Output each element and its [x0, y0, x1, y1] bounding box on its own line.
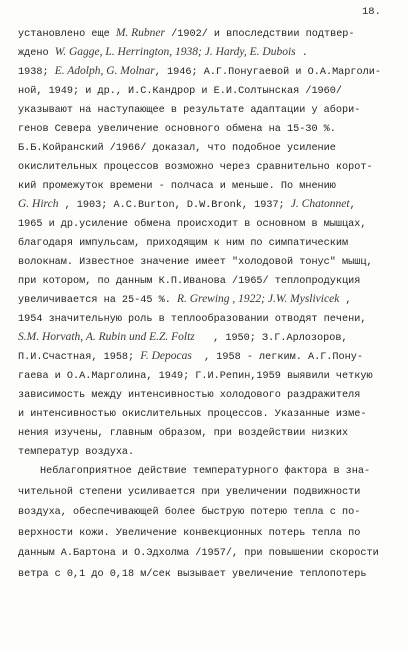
handwritten-text: F. Depocas [140, 350, 192, 362]
text-line [18, 402, 398, 421]
handwritten-text: E. Adolph, G. Molnar [54, 65, 155, 77]
text-line [18, 440, 398, 459]
text-line [18, 364, 398, 383]
text-line [18, 174, 398, 193]
text-line [18, 421, 398, 440]
typed-text: . [295, 48, 308, 59]
typed-text: , 1946; А.Г.Понугаевой и О.А.Марголи- [154, 67, 381, 78]
typed-text: установлено еще [18, 29, 116, 40]
typed-text: , 1950; З.Г.Арлозоров, [194, 333, 348, 344]
text-line [18, 193, 398, 212]
typed-text: волокнам. Известное значение имеет "холодовой тонус" мышц, [18, 257, 373, 268]
handwritten-text: M. Rubner [115, 27, 166, 39]
handwritten-text: S.M. Horvath, A. Rubin und E.Z. Foltz [18, 331, 195, 343]
typed-text: 1965 и др.усиление обмена происходит в основном в мышцах, [18, 219, 367, 230]
typed-text: зависимость между интенсивностью холодового раздражителя [18, 390, 361, 401]
handwritten-text: G. Hirch [18, 198, 59, 210]
text-line [18, 521, 398, 542]
text-line [18, 212, 398, 231]
text-line [18, 459, 398, 480]
typed-text: Неблагоприятное действие температурного фактора в зна- [40, 466, 371, 477]
typed-text: , [339, 295, 352, 306]
text-line [18, 307, 398, 326]
typed-text: кий промежуток времени - полчаса и меньше. По мнению [18, 181, 336, 192]
text-line [18, 269, 398, 288]
typed-text: , [349, 200, 356, 211]
handwritten-text: R. Grewing , 1922; J.W. Myslivicek [176, 293, 340, 305]
typed-text: окислительных процессов возможно через сравнительно корот- [18, 162, 373, 173]
typed-text: и интенсивностью окислительных процессов. Указанные изме- [18, 409, 367, 420]
text-line [18, 117, 398, 136]
typed-text: указывают на наступающее в результате адаптации у абори- [18, 105, 361, 116]
typed-text: /1902/ и впоследствии подтвер- [165, 29, 355, 40]
paragraph [18, 22, 398, 459]
typed-text: , 1958 - легким. А.Г.Пону- [191, 352, 363, 363]
typed-text: ветра с 0,1 до 0,18 м/сек вызывает увеличение теплопотерь [18, 568, 367, 580]
text-line [18, 231, 398, 250]
text-line [18, 541, 398, 562]
text-line [18, 480, 398, 501]
paragraph [18, 459, 398, 583]
typed-text: данным А.Бартона и О.Эдхолма /1957/, при повышении скорости [18, 548, 379, 560]
text-line [18, 136, 398, 155]
page-number: 18. [362, 6, 381, 18]
text-line [18, 22, 398, 41]
text-line [18, 500, 398, 521]
typed-text: 1954 значительную роль в теплообразовании отводят печени, [18, 314, 367, 325]
typed-text: при котором, по данным К.П.Иванова /1965/ теплопродукция [18, 276, 361, 287]
typed-text: увеличивается на 25-45 %. [18, 295, 177, 306]
typed-text: ной, 1949; и др., И.С.Кандрор и Е.И.Солтынская /1960/ [18, 86, 343, 97]
typed-text: верхности кожи. Увеличение конвекционных потерь тепла по [18, 527, 361, 539]
text-line [18, 79, 398, 98]
text-line [18, 41, 398, 60]
typed-text: , 1903; A.C.Burton, D.W.Bronk, 1937; [58, 200, 291, 211]
text-line [18, 326, 398, 345]
typed-text: гаева и О.А.Марголина, 1949; Г.И.Репин,1959 выявили четкую [18, 371, 373, 382]
typed-text: 1938; [18, 67, 55, 78]
handwritten-text: J. Chatonnet [290, 198, 350, 210]
text-line [18, 155, 398, 174]
typed-text: П.И.Счастная, 1958; [18, 352, 141, 363]
typed-text: Б.Б.Койранский /1966/ доказал, что подобное усиление [18, 143, 336, 154]
text-line [18, 98, 398, 117]
typed-text: чительной степени усиливается при увеличении подвижности [18, 486, 361, 498]
text-line [18, 345, 398, 364]
text-line [18, 288, 398, 307]
typed-text: генов Севера увеличение основного обмена на 15-30 %. [18, 124, 336, 135]
handwritten-text: W. Gagge, L. Herrington, 1938; J. Hardy, E. Dubois [54, 46, 296, 58]
typed-text: нения изучены, главным образом, при воздействии низких [18, 428, 349, 439]
text-line [18, 250, 398, 269]
typed-text: температур воздуха. [18, 447, 135, 458]
text-line [18, 60, 398, 79]
typed-text: воздуха, обеспечивающей более быструю потерю тепла с по- [18, 507, 361, 519]
text-line [18, 383, 398, 402]
text-line [18, 562, 398, 583]
typed-text: ждено [18, 48, 55, 59]
typed-text: благодаря импульсам, приходящим к ним по симпатическим [18, 238, 349, 249]
